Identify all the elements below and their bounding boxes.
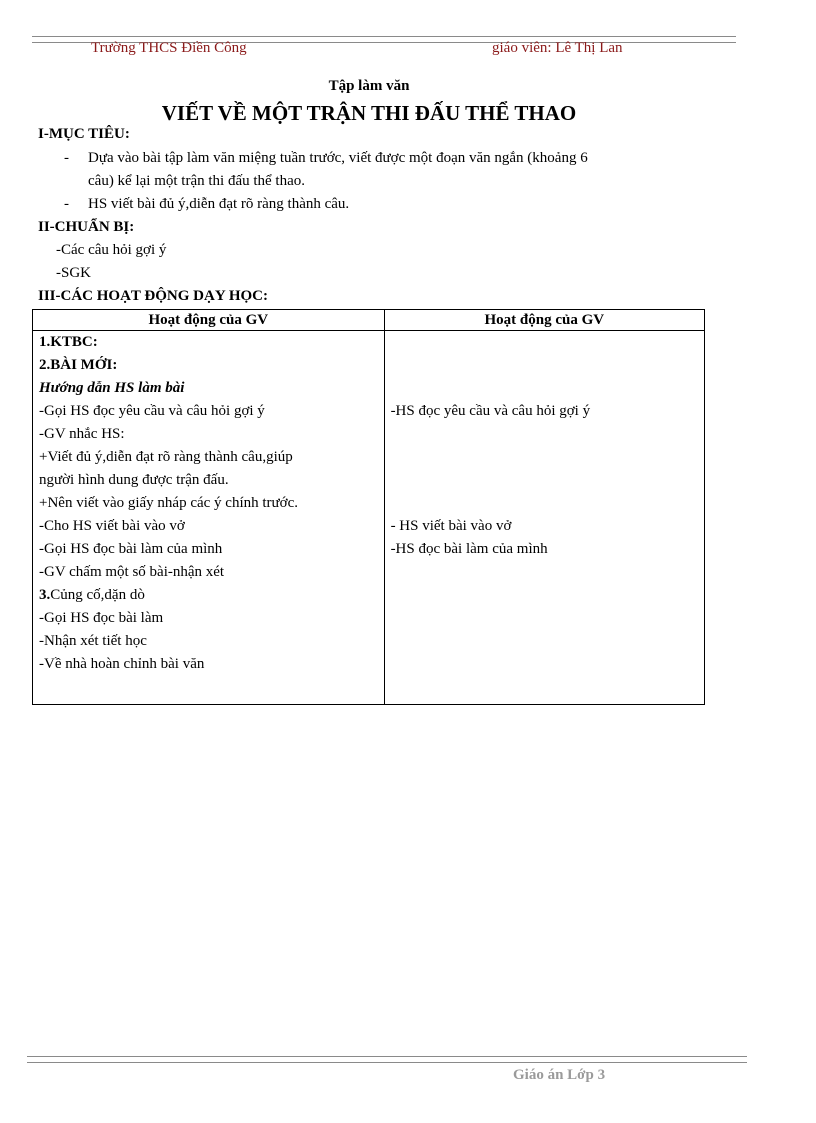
list-item: -GV chấm một số bài-nhận xét [39,564,225,580]
section-label: Củng cố,dặn dò [50,587,145,603]
section-number: 3. [39,587,51,603]
objective-item-1: Dựa vào bài tập làm văn miệng tuần trước, viết được một đoạn văn ngắn (khoảng 6 [88,150,588,166]
page-title: VIẾT VỀ MỘT TRẬN THI ĐẤU THỂ THAO [161,101,577,125]
list-item: -Cho HS viết bài vào vở [39,518,185,534]
list-item: +Nên viết vào giấy nháp các ý chính trước. [39,495,299,511]
list-item: -Gọi HS đọc bài làm [39,610,164,626]
list-item: -HS đọc yêu cầu và câu hỏi gợi ý [390,403,591,419]
subject-heading: Tập làm văn [328,78,410,94]
list-item: 1.KTBC: [39,334,98,350]
footer-label: Giáo án Lớp 3 [513,1067,606,1083]
student-activities-cell [384,331,704,705]
list-item: người hình dung được trận đấu. [39,472,229,488]
teacher-name: giáo viên: Lê Thị Lan [492,40,623,56]
list-item: -Về nhà hoàn chỉnh bài văn [39,656,205,672]
list-item: - HS viết bài vào vở [390,518,512,534]
objective-item-1-cont: câu) kể lại một trận thi đấu thể thao. [88,173,306,189]
footer-rule [27,1056,747,1063]
bullet-dash: - [64,150,69,166]
list-item: 2.BÀI MỚI: [39,357,118,373]
list-item: -Nhận xét tiết học [39,633,147,649]
preparation-item: -SGK [56,265,92,281]
table-header-student: Hoạt động của GV [384,310,704,331]
list-item: +Viết đủ ý,diễn đạt rõ ràng thành câu,giúp [39,449,293,465]
school-name: Trường THCS Điền Công [91,40,247,56]
table-header-row [33,310,705,331]
list-item: -HS đọc bài làm của mình [390,541,548,557]
list-item [39,584,378,607]
table-header-teacher: Hoạt động của GV [33,310,385,331]
list-item: -GV nhắc HS: [39,426,125,442]
teacher-activities-cell [33,331,385,705]
section-activities-heading: III-CÁC HOẠT ĐỘNG DẠY HỌC: [38,288,269,304]
list-item: Hướng dẫn HS làm bài [39,380,185,396]
table-row [33,331,705,705]
section-objectives-heading: I-MỤC TIÊU: [38,126,130,142]
activities-table [32,309,705,705]
section-preparation-heading: II-CHUẨN BỊ: [38,219,135,235]
list-item: -Gọi HS đọc yêu cầu và câu hỏi gợi ý [39,403,265,419]
list-item: -Gọi HS đọc bài làm của mình [39,541,223,557]
bullet-dash: - [64,196,69,212]
preparation-item: -Các câu hỏi gợi ý [56,242,167,258]
objective-item-2: HS viết bài đủ ý,diễn đạt rõ ràng thành câu. [88,196,350,212]
